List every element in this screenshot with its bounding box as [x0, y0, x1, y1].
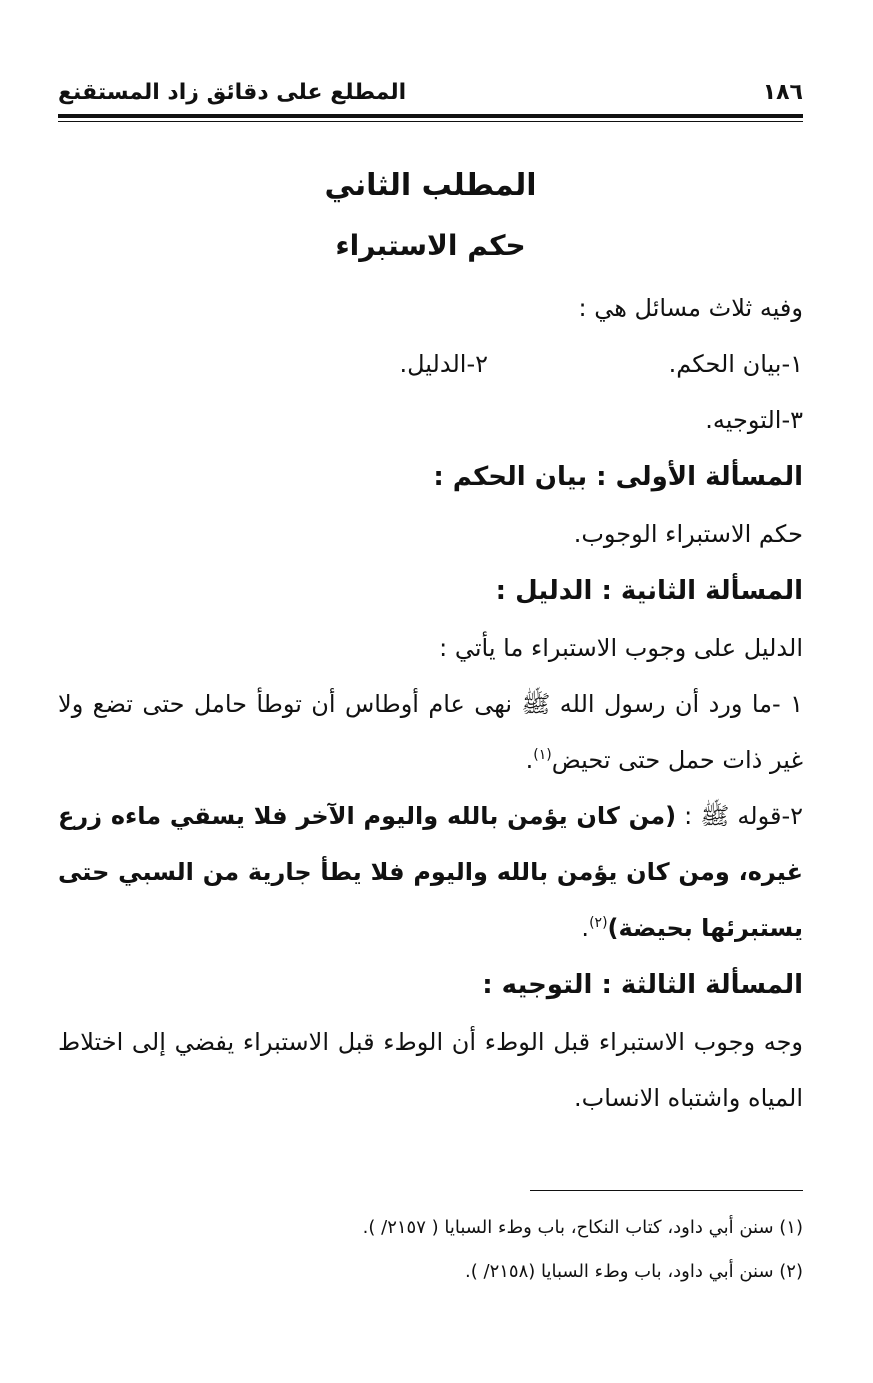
issue-1-heading: المسألة الأولى : بيان الحكم : [433, 462, 803, 492]
header-rule-thick [58, 114, 803, 118]
footnote-1: (١) سنن أبي داود، كتاب النكاح، باب وطء السبايا ( ٢١٥٧/ ). [362, 1217, 803, 1238]
header-rule-thin [58, 121, 803, 122]
footnote-separator [530, 1190, 803, 1191]
page-header [58, 80, 803, 110]
evidence-1 [58, 676, 803, 788]
issue-3-text: وجه وجوب الاستبراء قبل الوطء أن الوطء قبل الاستبراء يفضي إلى اختلاط المياه واشتباه الانساب. [58, 1028, 803, 1112]
intro-list-row [58, 336, 803, 392]
issue-2-heading: المسألة الثانية : الدليل : [495, 576, 803, 606]
issue-1-text: حكم الاستبراء الوجوب. [573, 520, 803, 548]
evidence-1-text: ١ -ما ورد أن رسول الله ﷺ نهى عام أوطاس أن توطأ حامل حتى تضع ولا غير ذات حمل حتى تحيض [58, 690, 803, 774]
footnotes [58, 1206, 803, 1294]
intro-item-3: ٣-التوجيه. [705, 406, 803, 434]
main-content [58, 158, 803, 1126]
issue-3-heading: المسألة الثالثة : التوجيه : [482, 970, 803, 1000]
evidence-2-intro: ٢-قوله ﷺ : [676, 802, 803, 830]
intro-item-1: ١-بيان الحكم. [668, 350, 803, 378]
section-subtitle: حكم الاستبراء [335, 229, 526, 262]
running-title: المطلع على دقائق زاد المستقنع [58, 80, 407, 105]
evidence-2-quote: (من كان يؤمن بالله واليوم الآخر فلا يسقي ماءه زرع غيره، ومن كان يؤمن بالله واليوم فلا يطأ جارية من السبي حتى يستبرئها بحيضة) [58, 802, 803, 942]
footnote-ref-2[interactable]: (٢) [589, 915, 608, 931]
issue-2-lead: الدليل على وجوب الاستبراء ما يأتي : [439, 634, 803, 662]
evidence-2-end: . [581, 914, 590, 942]
section-title: المطلب الثاني [324, 168, 537, 203]
evidence-2 [58, 788, 803, 956]
page-number: ١٨٦ [762, 80, 803, 105]
intro-item-2: ٢-الدليل. [399, 350, 488, 378]
footnote-ref-1[interactable]: (١) [533, 747, 552, 763]
intro-line: وفيه ثلاث مسائل هي : [578, 294, 803, 322]
evidence-1-end: . [525, 746, 534, 774]
footnote-2: (٢) سنن أبي داود، باب وطء السبايا (٢١٥٨/ ). [465, 1261, 803, 1282]
